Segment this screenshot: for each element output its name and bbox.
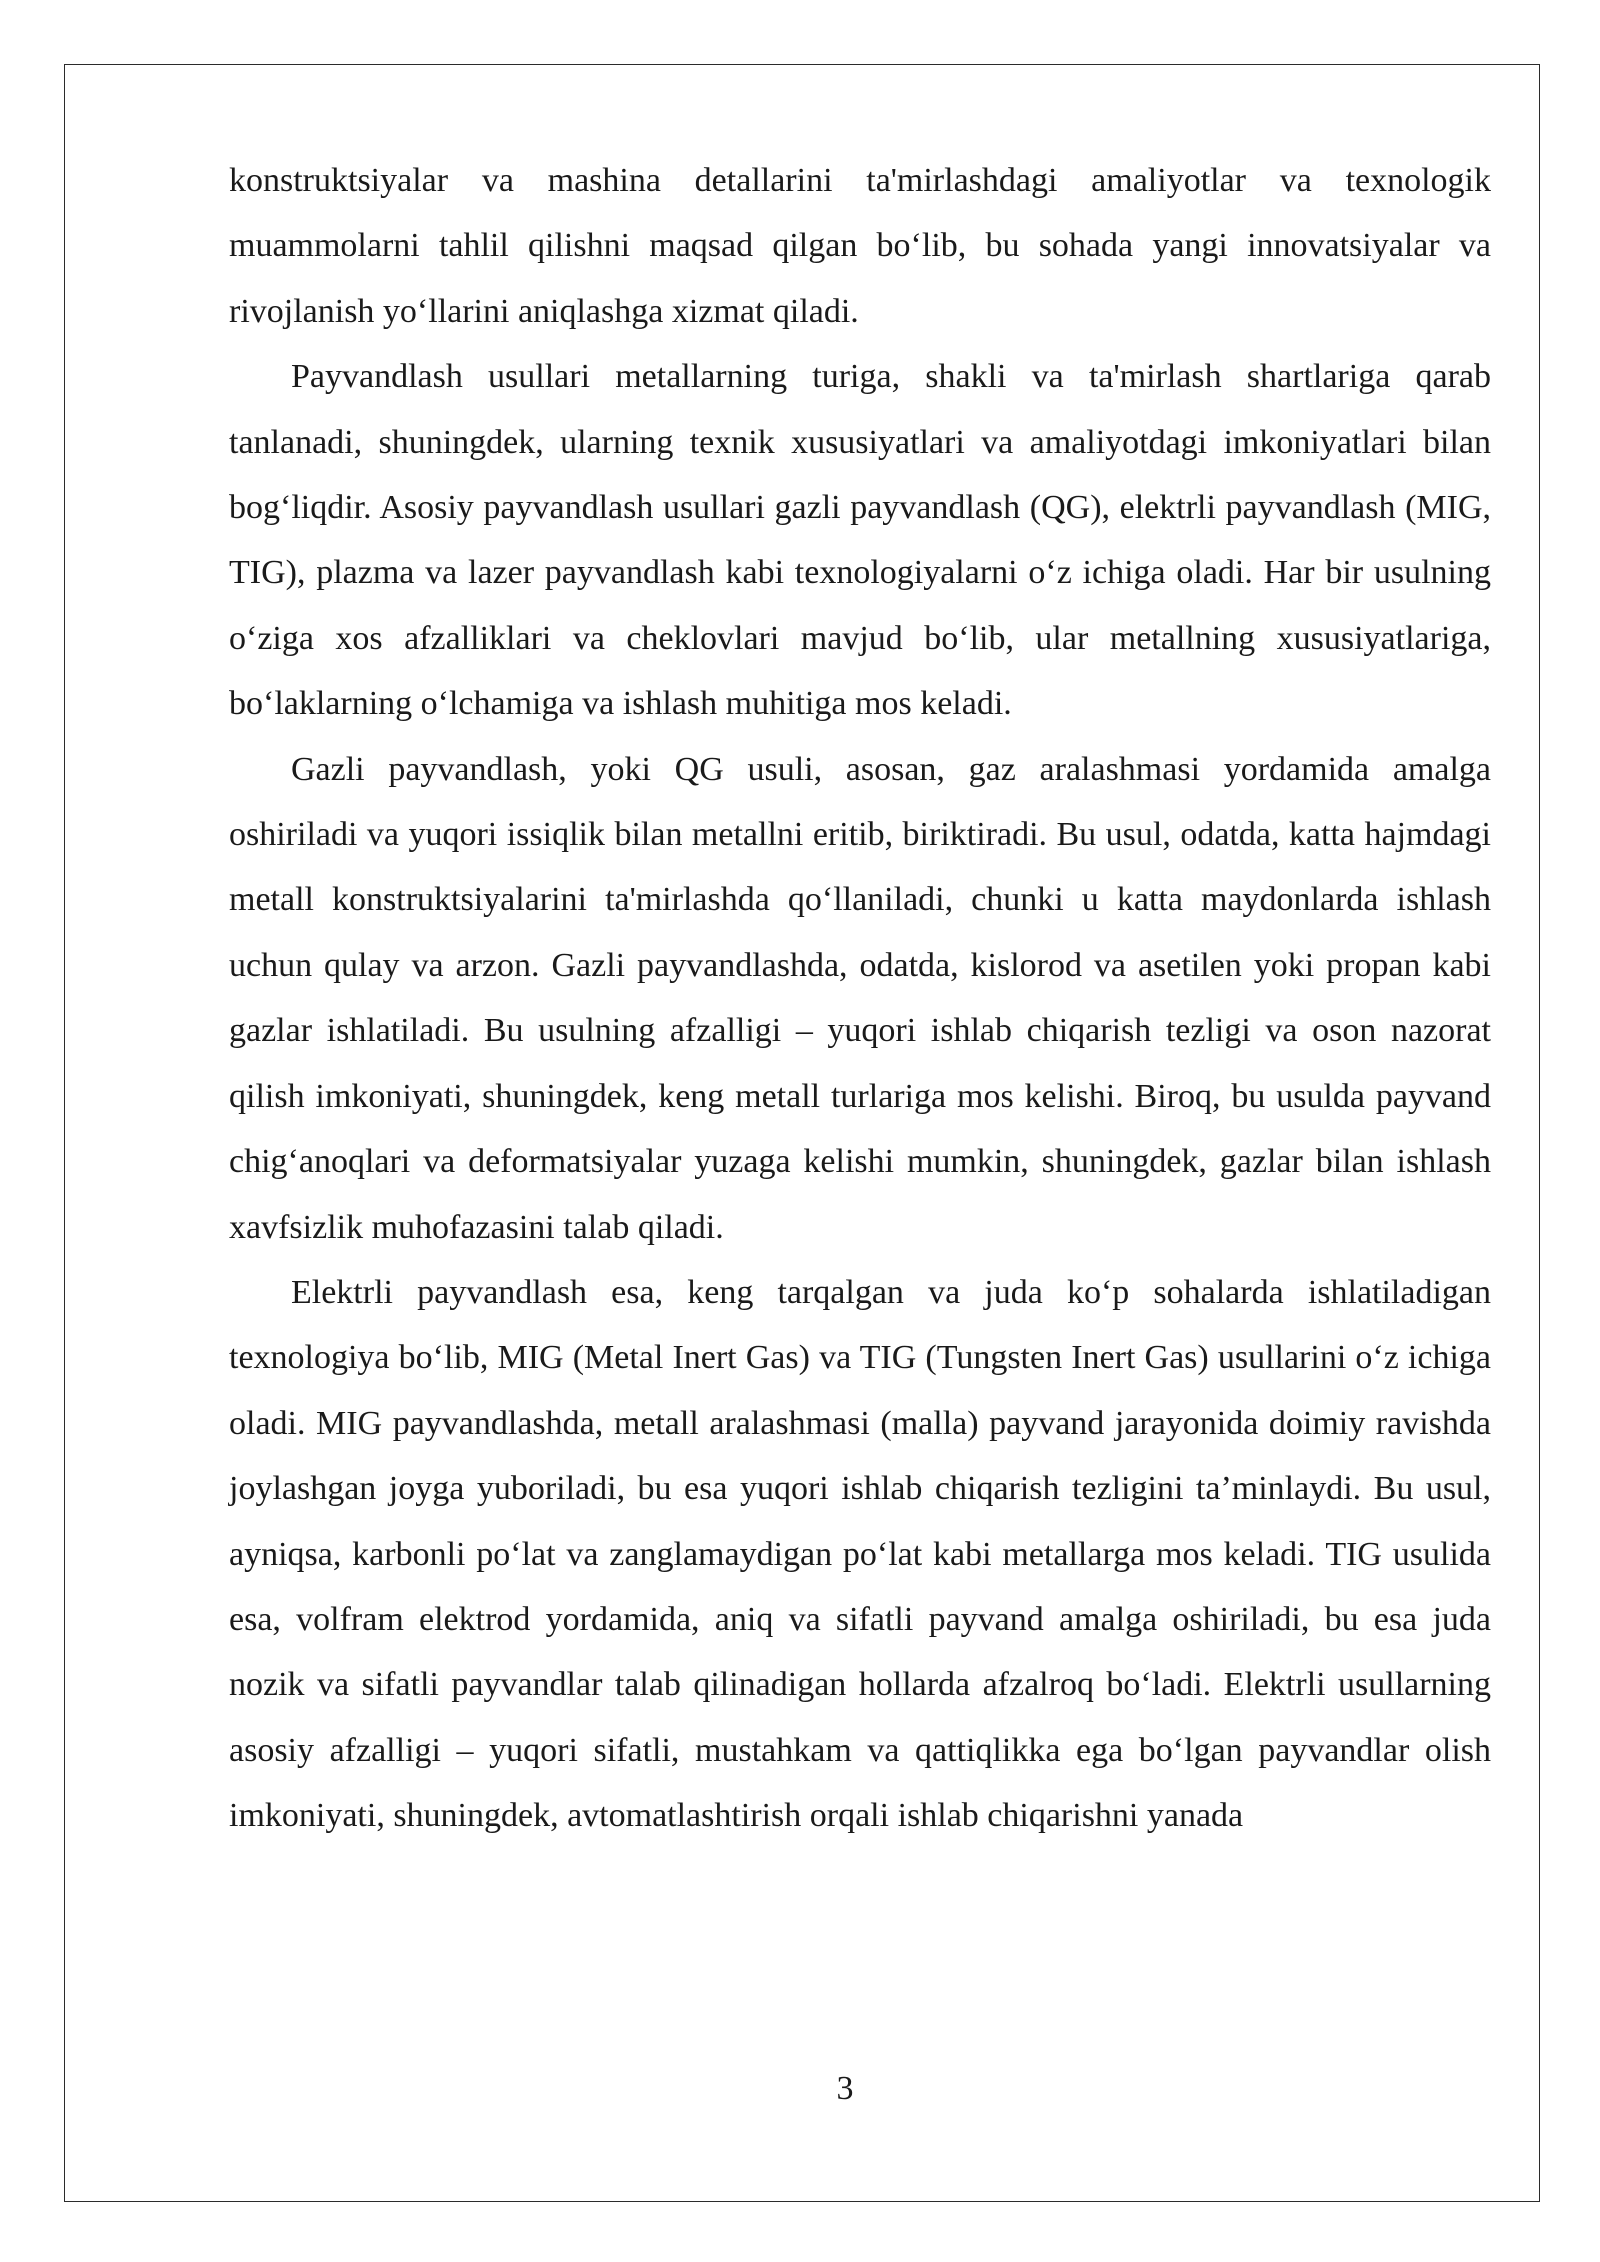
paragraph-3: Gazli payvandlash, yoki QG usuli, asosan, gaz aralashmasi yordamida amalga oshiriladi va yuqori issiqlik bilan metallni eritib, biriktiradi. Bu usul, odatda, katta hajmdagi metall konstruktsiyalarini ta'mirlashda qo‘llaniladi, chunki u katta maydonlarda ishlash uchun qulay va arzon. Gazli payvandlashda, odatda, kislorod va asetilen yoki propan kabi gazlar ishlatiladi. Bu usulning afzalligi – yuqori ishlab chiqarish tezligi va oson nazorat qilish imkoniyati, shuningdek, keng metall turlariga mos kelishi. Biroq, bu usulda payvand chig‘anoqlari va deformatsiyalar yuzaga kelishi mumkin, shuningdek, gazlar bilan ishlash xavfsizlik muhofazasini talab qiladi. (229, 750, 1491, 1246)
document-body (229, 148, 1491, 1849)
paragraph-1: konstruktsiyalar va mashina detallarini ta'mirlashdagi amaliyotlar va texnologik muammolarni tahlil qilishni maqsad qilgan bo‘lib, bu sohada yangi innovatsiyalar va rivojlanish yo‘llarini aniqlashga xizmat qiladi. (229, 162, 1491, 330)
paragraph-4: Elektrli payvandlash esa, keng tarqalgan va juda ko‘p sohalarda ishlatiladigan texnologiya bo‘lib, MIG (Metal Inert Gas) va TIG (Tungsten Inert Gas) usullarini o‘z ichiga oladi. MIG payvandlashda, metall aralashmasi (malla) payvand jarayonida doimiy ravishda joylashgan joyga yuboriladi, bu esa yuqori ishlab chiqarish tezligini ta’minlaydi. Bu usul, ayniqsa, karbonli po‘lat va zanglamaydigan po‘lat kabi metallarga mos keladi. TIG usulida esa, volfram elektrod yordamida, aniq va sifatli payvand amalga oshiriladi, bu esa juda nozik va sifatli payvandlar talab qilinadigan hollarda afzalroq bo‘ladi. Elektrli usullarning asosiy afzalligi – yuqori sifatli, mustahkam va qattiqlikka ega bo‘lgan payvandlar olish imkoniyati, shuningdek, avtomatlashtirish orqali ishlab chiqarishni yanada (229, 1273, 1491, 1835)
paragraph-2: Payvandlash usullari metallarning turiga, shakli va ta'mirlash shartlariga qarab tanlanadi, shuningdek, ularning texnik xususiyatlari va amaliyotdagi imkoniyatlari bilan bog‘liqdir. Asosiy payvandlash usullari gazli payvandlash (QG), elektrli payvandlash (MIG, TIG), plazma va lazer payvandlash kabi texnologiyalarni o‘z ichiga oladi. Har bir usulning o‘ziga xos afzalliklari va cheklovlari mavjud bo‘lib, ular metallning xususiyatlariga, bo‘laklarning o‘lchamiga va ishlash muhitiga mos keladi. (229, 358, 1491, 723)
page-number: 3 (836, 2070, 854, 2107)
